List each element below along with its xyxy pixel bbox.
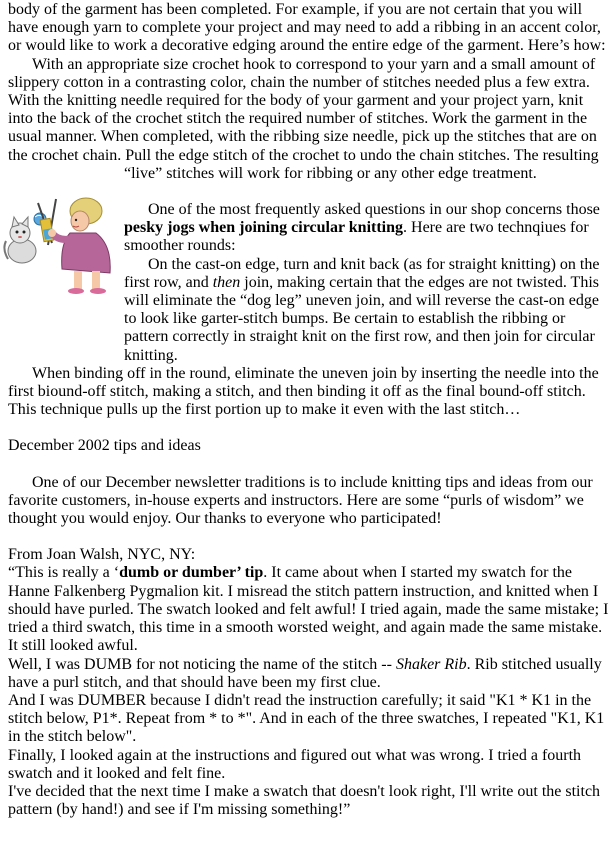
joan-dumb-paragraph: Well, I was DUMB for not noticing the name of the stitch -- Shaker Rib. Rib stitched usually have a purl stitch, and that should have been my first clue. [8,655,602,691]
document-page [8,1,612,819]
joan-dumber-paragraph: And I was DUMBER because I didn't read the instruction carefully; it said "K1 * K1 in the stitch below, P1*. Repeat from * to *". And in each of the three swatches, I repeated "K1, K1 in the stitch below". [8,691,605,746]
joan-walsh-tip [8,546,612,819]
december-heading: December 2002 tips and ideas [8,437,201,455]
jogs-intro-paragraph: One of the most frequently asked questions in our shop concerns those pesky jogs when joining circular knitting. Here are two technqiues for smoother rounds: [124,201,600,255]
crochet-cast-on-paragraph: With an appropriate size crochet hook to correspond to your yarn and a small amount of slippery cotton in a contrasting color, chain the number of stitches needed plus a few extra. With the knitting needle required for the body of your garment and your project yarn, knit into the back of the crochet stitch the required number of stitches. Work the garment in the usual manner. When completed, with the ribbing size needle, pick up the stitches that are on the crochet chain. Pull the edge stitch of the crochet to undo the chain stitches. The resulting [8,55,599,164]
joan-from-line: From Joan Walsh, NYC, NY: [8,546,196,564]
intro-paragraph: body of the garment has been completed. For example, if you are not certain that you will have enough yarn to complete your project and may need to add a ribbing in an accent color, or would like to work a decorative edging around the entire edge of the garment. Here’s how: [8,1,606,55]
crochet-cast-on-tail: “live” stitches will work for ribbing or any other edge treatment. [124,164,537,182]
jogs-tip-1-first-line: On the cast-on edge, turn and knit back (as for straight knitting) on the first row, and then join, making certain that the edges are not twisted. This will eliminate the “dog leg” uneven join, and will reverse the cast-on edge to look like garter-stitch bumps. Be certain to establish the ribbing or pattern correctly in straight knit on the first row, and then join for circular knitting. [124,255,600,364]
joan-finally-paragraph: Finally, I looked again at the instructions and figured out what was wrong. I tried a fourth swatch and it looked and felt fine. [8,746,582,782]
jogs-tip-2-paragraph: When binding off in the round, eliminate the uneven join by inserting the needle into the first biound-off stitch, making a stitch, and then binding it off as the final bound-off stitch. This technique pulls up the first portion up to make it even with the last stitch… [8,364,599,419]
shaker-rib-italic: Shaker Rib [395,655,467,673]
joan-decided-paragraph: I've decided that the next time I make a swatch that doesn't look right, I'll write out the stitch pattern (by hand!) and see if I'm missing something!” [8,782,601,819]
joan-quote-paragraph: “This is really a ‘dumb or dumber’ tip. It came about when I started my swatch for the Hanne Falkenberg Pygmalion kit. I misread the stitch pattern instruction, and knitted when I should have purled. The swatch looked and felt awful! I tried again, made the same mistake; I tried a third swatch, this time in a smooth worsted weight, and again made the same mistake. It still looked awful. [8,564,609,655]
dumb-or-dumber-bold: dumb or dumber’ tip [119,564,264,582]
jogs-italic-word: then [212,273,241,291]
december-intro-paragraph: One of our December newsletter traditions is to include knitting tips and ideas from our favorite customers, in-house experts and instructors. Here are some “purls of wisdom” we thought you would enjoy. Our thanks to everyone who participated! [8,473,593,528]
knitting-lady-clipart-icon [0,189,118,297]
jogs-bold-phrase: pesky jogs when joining circular knitting [124,219,404,237]
